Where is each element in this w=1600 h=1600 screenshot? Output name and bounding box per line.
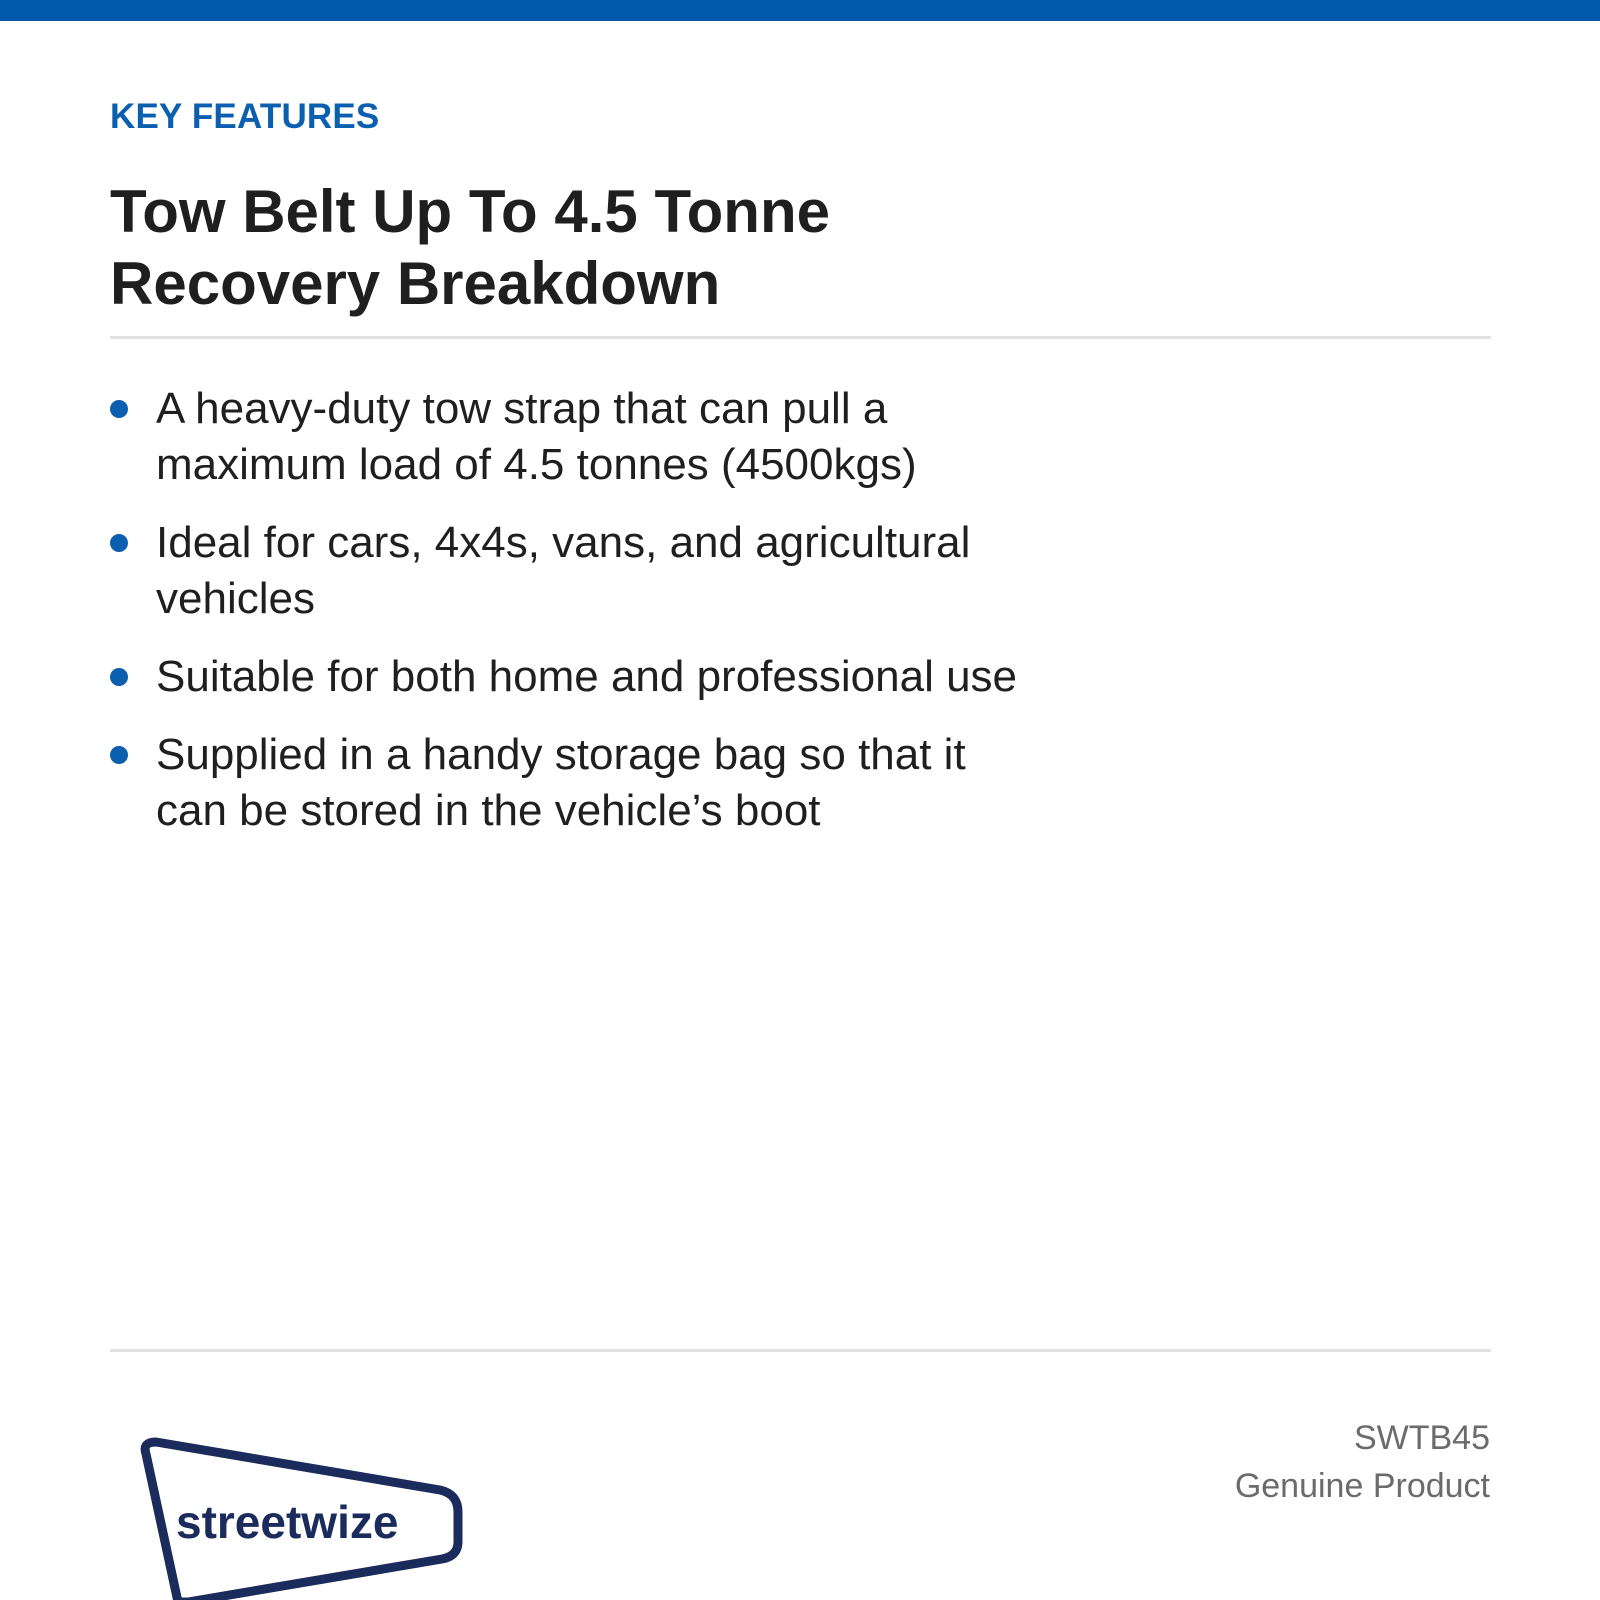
feature-text: A heavy-duty tow strap that can pull a maximum load of 4.5 tonnes (4500kgs) — [156, 384, 917, 489]
bullet-icon — [110, 668, 128, 686]
genuine-product-label: Genuine Product — [1234, 1467, 1490, 1505]
header-divider — [110, 336, 1491, 339]
top-accent-bar — [0, 0, 1600, 21]
feature-item — [110, 381, 1040, 493]
feature-item — [110, 515, 1040, 627]
footer-divider — [110, 1349, 1491, 1352]
bullet-icon — [110, 400, 128, 418]
streetwize-logo — [130, 1432, 475, 1600]
bullet-icon — [110, 746, 128, 764]
product-sku: SWTB45 — [1353, 1419, 1490, 1457]
section-eyebrow: KEY FEATURES — [110, 97, 380, 136]
product-title-line-2: Recovery Breakdown — [110, 250, 721, 317]
product-title-line-1: Tow Belt Up To 4.5 Tonne — [110, 178, 830, 245]
feature-item — [110, 649, 1040, 705]
feature-text: Supplied in a handy storage bag so that it can be stored in the vehicle’s boot — [156, 730, 966, 835]
logo-wordmark: streetwize — [176, 1496, 399, 1548]
feature-list — [110, 381, 1040, 861]
feature-text: Suitable for both home and professional use — [156, 652, 1018, 701]
product-title — [110, 176, 1110, 320]
feature-text: Ideal for cars, 4x4s, vans, and agricultural vehicles — [156, 518, 971, 623]
bullet-icon — [110, 534, 128, 552]
feature-item — [110, 727, 1040, 839]
